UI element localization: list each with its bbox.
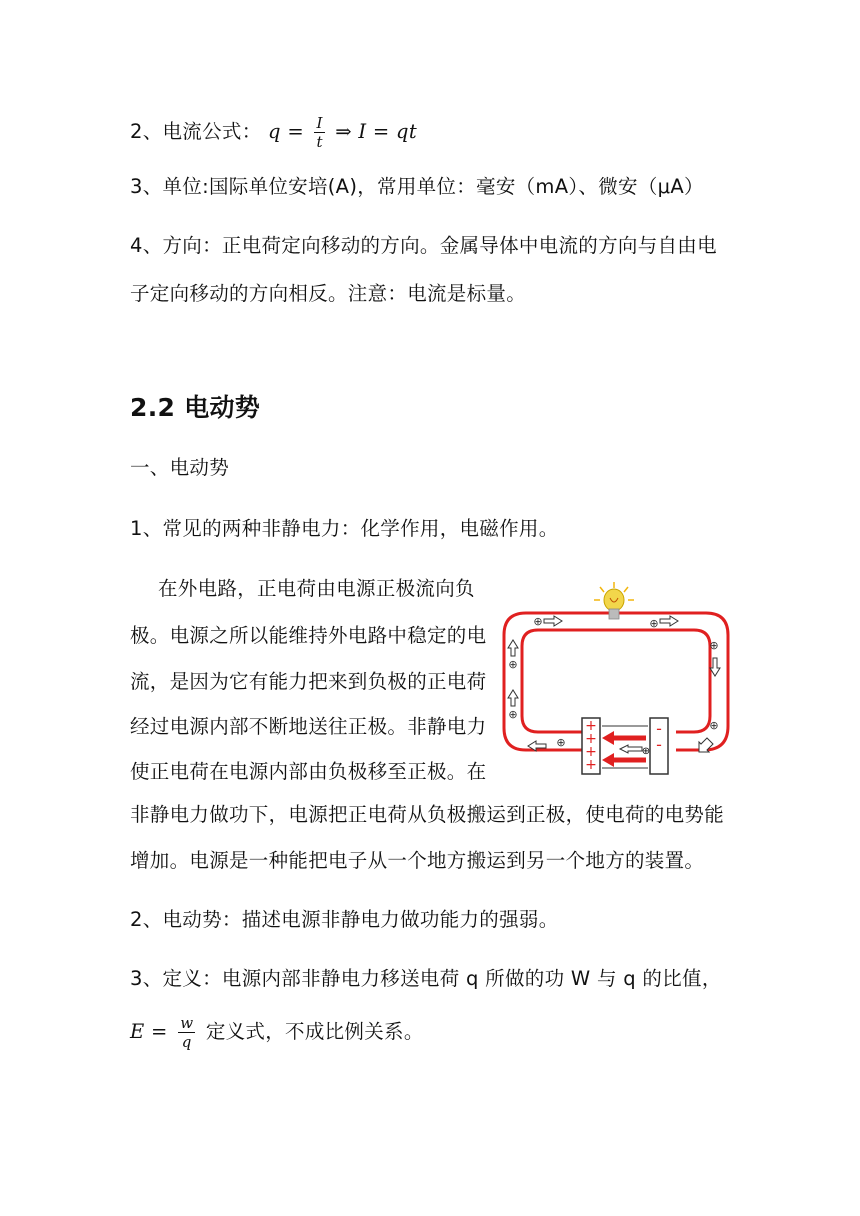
paragraph-line: 非静电力做功下，电源把正电荷从负极搬运到正极，使电荷的电势能	[130, 803, 725, 826]
implies-symbol: ⇒	[335, 120, 352, 143]
paragraph-line: 增加。电源是一种能把电子从一个地方搬运到另一个地方的装置。	[130, 849, 705, 872]
direction-line-1: 4、方向：正电荷定向移动的方向。金属导体中电流的方向与自由电	[130, 234, 717, 257]
section-heading: 2.2 电动势	[130, 393, 261, 422]
direction-line-2: 子定向移动的方向相反。注意：电流是标量。	[130, 282, 527, 305]
positive-charge-icon: ⊕	[649, 617, 659, 630]
positive-charge-icon: ⊕	[556, 736, 566, 749]
minus-sign: -	[656, 735, 662, 754]
fraction-denominator: q	[181, 1033, 192, 1051]
fraction-denominator: t	[316, 133, 323, 151]
units-line: 3、单位:国际单位安培(A)，常用单位：毫安（mA）、微安（μA）	[130, 175, 704, 198]
fraction-numerator: I	[314, 114, 324, 133]
formula-lhs: E	[130, 1020, 145, 1043]
item-label: 2、电流公式：	[130, 120, 262, 143]
formula-rhs: I = qt	[358, 120, 417, 143]
fraction-numerator: w	[180, 1014, 194, 1032]
positive-charge-icon: ⊕	[709, 639, 719, 652]
minus-sign: -	[656, 719, 662, 738]
emf-formula-line	[130, 1014, 424, 1051]
formula-equals: =	[287, 120, 304, 143]
formula-lhs: q	[268, 120, 281, 143]
formula-tail: 定义式，不成比例关系。	[205, 1020, 424, 1043]
paragraph-line: 经过电源内部不断地送往正极。非静电力	[130, 715, 487, 738]
formula-equals: =	[151, 1020, 168, 1043]
fraction	[178, 1014, 195, 1051]
positive-charge-icon: ⊕	[508, 708, 518, 721]
emf-description-line: 2、电动势：描述电源非静电力做功能力的强弱。	[130, 908, 559, 931]
plus-sign: +	[585, 718, 597, 734]
subsection-title: 一、电动势	[130, 456, 230, 479]
outer-wire	[504, 613, 728, 750]
paragraph-line: 使正电荷在电源内部由负极移至正极。在	[130, 760, 487, 783]
inner-wire	[522, 630, 710, 732]
plus-sign: +	[585, 731, 597, 747]
fraction	[314, 114, 324, 151]
paragraph-line: 极。电源之所以能维持外电路中稳定的电	[130, 624, 487, 647]
positive-charge-icon: ⊕	[709, 719, 719, 732]
emf-definition-line: 3、定义：电源内部非静电力移送电荷 q 所做的功 W 与 q 的比值，	[130, 967, 722, 990]
plus-sign: +	[585, 744, 597, 760]
non-electrostatic-forces-line: 1、常见的两种非静电力：化学作用，电磁作用。	[130, 517, 559, 540]
charge-flow-arrow-icon	[620, 745, 642, 753]
positive-charge-icon: ⊕	[641, 746, 651, 757]
current-formula-line	[130, 114, 417, 151]
paragraph-line: 在外电路，正电荷由电源正极流向负	[158, 577, 475, 600]
positive-charge-icon: ⊕	[508, 658, 518, 671]
paragraph-line: 流，是因为它有能力把来到负极的正电荷	[130, 670, 487, 693]
positive-charge-icon: ⊕	[533, 615, 543, 628]
plus-sign: +	[585, 757, 597, 773]
circuit-diagram	[496, 578, 736, 778]
